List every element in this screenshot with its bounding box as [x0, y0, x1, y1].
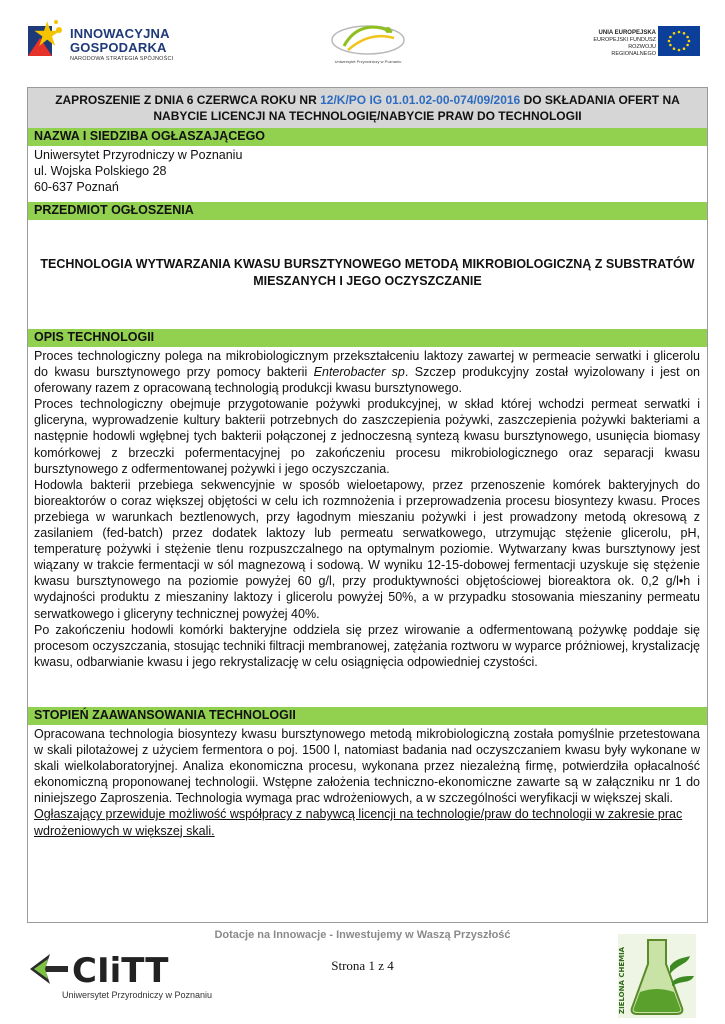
innowacyjna-gospodarka-logo: [26, 18, 216, 68]
title-suffix: DO SKŁADANIA OFERT NA: [520, 93, 680, 107]
green-chemistry-logo: [618, 934, 696, 1018]
citt-logo-subtitle: Uniwersytet Przyrodniczy w Poznaniu: [62, 990, 213, 1000]
description-paragraph: Hodowla bakterii przebiega sekwencyjnie w sposób wieloetapowy, przez przenoszenie komórek bakteryjnych do bioreaktorów o coraz większej objętości w celu ich rozmnożenia i przeprowadzenia procesu biosyntezy kwasu. Proces przebiega w warunkach beztlenowych, przy łagodnym mieszaniu pożywki i jest prowadzony metodą okresową z zasilaniem (fed-batch) przez dodatek laktozy lub permeatu serwatkowego, utrzymując stężenie glicerolu, pH, temperaturę pożywki i stężenie tlenu rozpuszczalnego na optymalnym poziomie. Wytwarzany kwas bursztynowy jest wiązany w trakcie fermentacji w sól magnezową i sodową. W wyniku 12-15-dobowej fermentacji uzyskuje się stężenie kwasu bursztynowego na poziomie powyżej 60 g/l, przy produktywności objętościowej bioreaktora ok. 0,2 g/l•h i wydajności produktu z mieszaniny laktozy i glicerolu powyżej 50%, a w przypadku stosowania mieszaniny permeatu serwatkowego i gliceryny technicznej powyżej 40%.: [34, 477, 700, 621]
bacteria-species: Enterobacter sp: [313, 365, 405, 380]
advancement-paragraph: Opracowana technologia biosyntezy kwasu bursztynowego metodą mikrobiologiczną została pomyślnie przetestowana w skali pilotażowej z użyciem fermentora o poj. 1500 l, natomiast badania nad oczyszczaniem kwasu były wykonane w skali wielkolaboratoryjnej. Analiza ekonomiczna procesu, wykonana przez niezależną firmę, potwierdziła opłacalność ekonomiczną proponowanej technologii. Wstępne założenia techniczno-ekonomiczne zawarte są w załączniku nr 1 do niniejszego Zaproszenia. Technologia wymaga prac wdrożeniowych, a w szczególności weryfikacji w większej skali.: [34, 727, 700, 806]
eu-line2: EUROPEJSKI FUNDUSZ: [593, 37, 656, 43]
title-prefix: ZAPROSZENIE Z DNIA 6 CZERWCA ROKU NR: [55, 93, 321, 107]
document-title: [28, 88, 707, 128]
green-chemistry-label: ZIELONA CHEMIA: [618, 946, 626, 1014]
description-paragraph: [34, 348, 700, 396]
eu-line1: UNIA EUROPEJSKA: [598, 30, 656, 36]
description-p1-start: Proces technologiczny polega na mikrobiologicznym przekształceniu laktozy zawartej w permeacie serwatki i glicerolu do kwasu bursztynowego przy pomocy bakterii: [34, 349, 700, 380]
university-swirl-icon: [328, 22, 408, 58]
section-header-advertiser: NAZWA I SIEDZIBA OGŁASZAJĄCEGO: [28, 128, 707, 146]
subject-line1: TECHNOLOGIA WYTWARZANIA KWASU BURSZTYNOWEGO METODĄ MIKROBIOLOGICZNĄ Z SUBSTRATÓW: [40, 257, 695, 271]
title-line1: [28, 92, 707, 108]
eu-line3: ROZWOJU REGIONALNEGO: [611, 44, 656, 57]
advertiser-name: Uniwersytet Przyrodniczy w Poznaniu: [34, 148, 243, 162]
subject-line2: MIESZANYCH I JEGO OCZYSZCZANIE: [253, 274, 482, 288]
description-paragraph: Po zakończeniu hodowli komórki bakteryjne oddziela się przez wirowanie a odfermentowaną pożywkę poddaje się procesom oczyszczania, stosując techniki filtracji membranowej, zatężania roztworu w wyparce próżniowej, krystalizację kwasu, odbarwianie kwasu i jego rekrystalizację w celu osiągnięcia odpowiedniej czystości.: [34, 622, 700, 669]
ig-line2: GOSPODARKA: [70, 40, 167, 55]
section-header-subject: PRZEDMIOT OGŁOSZENIA: [28, 202, 707, 220]
ig-line3: NARODOWA STRATEGIA SPÓJNOŚCI: [70, 56, 174, 62]
footer-motto: Dotacje na Innowacje - Inwestujemy w Waszą Przyszłość: [214, 929, 511, 941]
description-body: [34, 348, 700, 670]
eu-logo: [590, 26, 706, 62]
citt-logo: [28, 948, 228, 1008]
university-logo-caption: Uniwersytet Przyrodniczy w Poznaniu: [334, 59, 402, 64]
description-paragraph: Proces technologiczny obejmuje przygotowanie pożywki produkcyjnej, w skład której wchodzi permeat serwatki i gliceryna, wyprowadzenie kultury bakterii potrzebnych do zaszczepienia pożywki, zaszczepienia pożywki bakteriami a następnie hodowli wgłębnej tych bakterii połączonej z jednoczesną syntezą kwasu bursztynowego, usunięcia biomasy komórkowej z brzeczki pofermentacyjnej po zakończeniu procesu mikrobiologicznego oraz separacji kwasu bursztynowego z odfermentowanej pożywki i jego oczyszczania.: [34, 397, 700, 476]
advertiser-street: ul. Wojska Polskiego 28: [34, 164, 167, 179]
title-line2: NABYCIE LICENCJI NA TECHNOLOGIĘ/NABYCIE PRAW DO TECHNOLOGII: [153, 109, 582, 123]
university-logo: [326, 22, 410, 70]
citt-logo-wordmark: CIiTT: [72, 951, 169, 990]
advertiser-address: [34, 147, 700, 195]
subject-title: [28, 256, 707, 290]
ig-star-icon: [26, 18, 66, 64]
page-number: Strona 1 z 4: [331, 958, 394, 973]
title-reference-number: 12/K/PO IG 01.01.02-00-074/09/2016: [320, 93, 521, 107]
description-p1-end: . Szczep produkcyjny został wyizolowany i jest on oferowany razem z opracowaną technologią produkcji kwasu bursztynowego.: [34, 365, 700, 396]
ig-line1: INNOWACYJNA: [70, 26, 170, 41]
advertiser-city: 60-637 Poznań: [34, 180, 119, 195]
eu-logo-text: [590, 30, 656, 58]
document-frame: [27, 87, 708, 923]
section-header-description: OPIS TECHNOLOGII: [28, 329, 707, 347]
page-header: [0, 0, 725, 85]
eu-flag-icon: [658, 26, 700, 56]
section-header-advancement: STOPIEŃ ZAAWANSOWANIA TECHNOLOGII: [28, 707, 707, 725]
advancement-cooperation-note: Ogłaszający przewiduje możliwość współpracy z nabywcą licencji na technologie/praw do technologii w zakresie prac wdrożeniowych w większej skali.: [34, 807, 683, 838]
advancement-body: [34, 726, 700, 839]
